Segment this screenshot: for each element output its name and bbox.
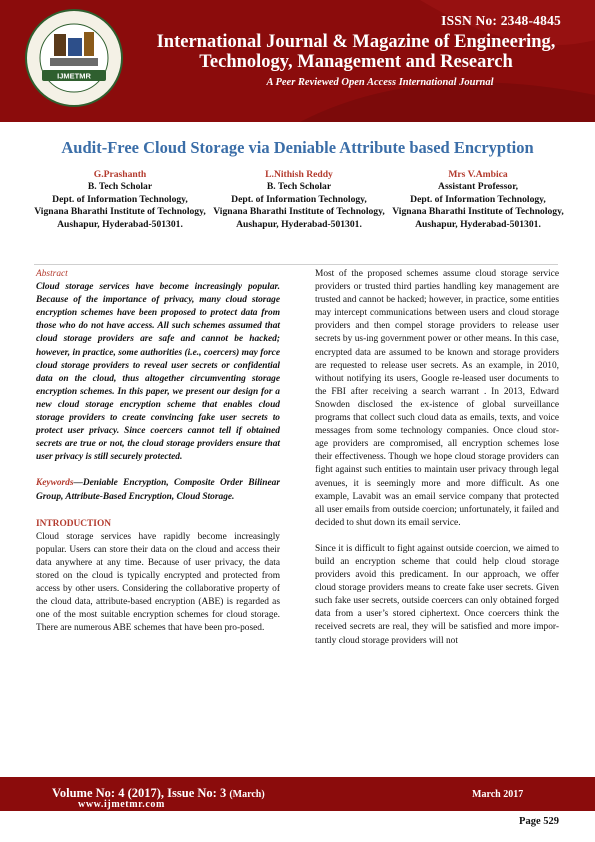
author-dept: Dept. of Information Technology, <box>231 193 367 205</box>
author-location: Aushapur, Hyderabad-501301. <box>415 218 541 230</box>
abstract-text: Cloud storage services have become increasingly popular. Because of the importance of privacy, many cloud storage encryption schemes have been proposed to protect data from those who do not have access. All such schemes assumed that cloud storage providers are safe and cannot be hacked; however, in practice, some authorities (i.e., coercers) may force cloud storage providers to reveal user secrets or confidential data on the cloud, thus altogether circumventing storage encryption schemes. In this paper, we present our design for a new cloud storage encryption scheme that enables cloud storage providers to create convincing fake user secrets to protect user privacy. Since coercers cannot tell if obtained secrets are true or not, the cloud storage providers ensure that user privacy is still securely protected. <box>36 282 280 463</box>
keywords-label: Keywords <box>36 478 74 489</box>
introduction-paragraph: Cloud storage services have rapidly become increasingly popular. Users can store their data on the cloud and access their data anywhere at any time. Because of user privacy, the data stored on the cloud is typically encrypted and protected from access by other users. Considering the collaborative property of the cloud data, attribute-based encryption (ABE) is regarded as one of the most suitable encryption schemes for cloud storage. There are numerous ABE schemes that have been pro-posed. <box>36 531 280 634</box>
author-institution: Vignana Bharathi Institute of Technology, <box>213 206 385 218</box>
left-column <box>36 268 280 635</box>
journal-title <box>136 32 576 72</box>
author-role: B. Tech Scholar <box>266 181 332 193</box>
author-3 <box>392 169 564 231</box>
journal-title-line2: Technology, Management and Research <box>199 52 513 72</box>
author-role: B. Tech Scholar <box>87 181 153 193</box>
author-name: Mrs V.Ambica <box>448 169 508 180</box>
footer-volume-month: (March) <box>229 789 265 800</box>
footer-date: March 2017 <box>472 789 524 800</box>
section-divider <box>34 264 558 265</box>
keywords-text: —Deniable Encryption, Composite Order Bilinear Group, Attribute-Based Encryption, Cloud Storage. <box>36 478 280 502</box>
paper-title: Audit-Free Cloud Storage via Deniable Attribute based Encryption <box>61 138 534 157</box>
keywords <box>36 477 280 503</box>
journal-logo <box>24 8 124 108</box>
author-location: Aushapur, Hyderabad-501301. <box>236 218 362 230</box>
introduction-heading: INTRODUCTION <box>36 518 112 529</box>
body-paragraph: Most of the proposed schemes assume cloud storage service providers or trusted third parties handling key management are trusted and cannot be hacked; however, in practice, some entities may intercept communications between users and cloud storage providers and then compel storage providers to release user secrets by us-ing government power or other means. In this case, encrypted data are assumed to be known and storage providers are requested to release user secrets. As an example, in 2010, without notifying its users, Google re-leased user documents to the FBI after receiving a search warrant . In 2013, Edward Snowden disclosed the ex-istence of global surveillance programs that collect such cloud data as emails, texts, and voice messages from some technology companies. Once cloud stor-age providers are compromised, all encryption schemes lose their effectiveness. Though we hope cloud storage providers can fight against such entities to maintain user privacy through legal avenues, it is seemingly more and more difficult. As one example, Lavabit was an email service company that protected all user emails from outside coercion; unfortunately, it failed and decided to shut down its email service. <box>315 269 559 528</box>
author-dept: Dept. of Information Technology, <box>410 193 546 205</box>
author-institution: Vignana Bharathi Institute of Technology, <box>392 206 564 218</box>
author-name: L.Nithish Reddy <box>265 169 333 180</box>
author-1 <box>34 169 206 231</box>
author-role: Assistant Professor, <box>438 181 518 193</box>
journal-header <box>0 0 595 122</box>
body-paragraph: Since it is difficult to fight against outside coercion, we aimed to build an encryption scheme that could help cloud storage providers avoid this predicament. In our approach, we offer cloud storage providers means to create fake user secrets. Given such fake user secrets, outside coercers can only obtained forged data from a user’s stored ciphertext. Once coercers think the received secrets are real, they will be satisfied and more impor-tantly cloud storage providers will not <box>315 543 559 646</box>
issn-number: ISSN No: 2348-4845 <box>441 13 561 28</box>
page-number: Page 529 <box>519 816 559 827</box>
abstract-label: Abstract <box>36 269 68 279</box>
author-dept: Dept. of Information Technology, <box>52 193 188 205</box>
author-institution: Vignana Bharathi Institute of Technology, <box>34 206 206 218</box>
logo-abbreviation: IJMETMR <box>57 71 91 81</box>
author-2 <box>213 169 385 231</box>
journal-title-line1: International Journal & Magazine of Engineering, <box>156 32 556 52</box>
author-block <box>34 169 564 231</box>
footer-url: www.ijmetmr.com <box>78 799 165 810</box>
author-name: G.Prashanth <box>93 169 147 180</box>
author-location: Aushapur, Hyderabad-501301. <box>57 218 183 230</box>
footer-volume-text: Volume No: 4 (2017), Issue No: 3 <box>52 786 227 800</box>
journal-tagline: A Peer Reviewed Open Access International Journal <box>266 77 494 88</box>
right-column <box>315 268 559 648</box>
